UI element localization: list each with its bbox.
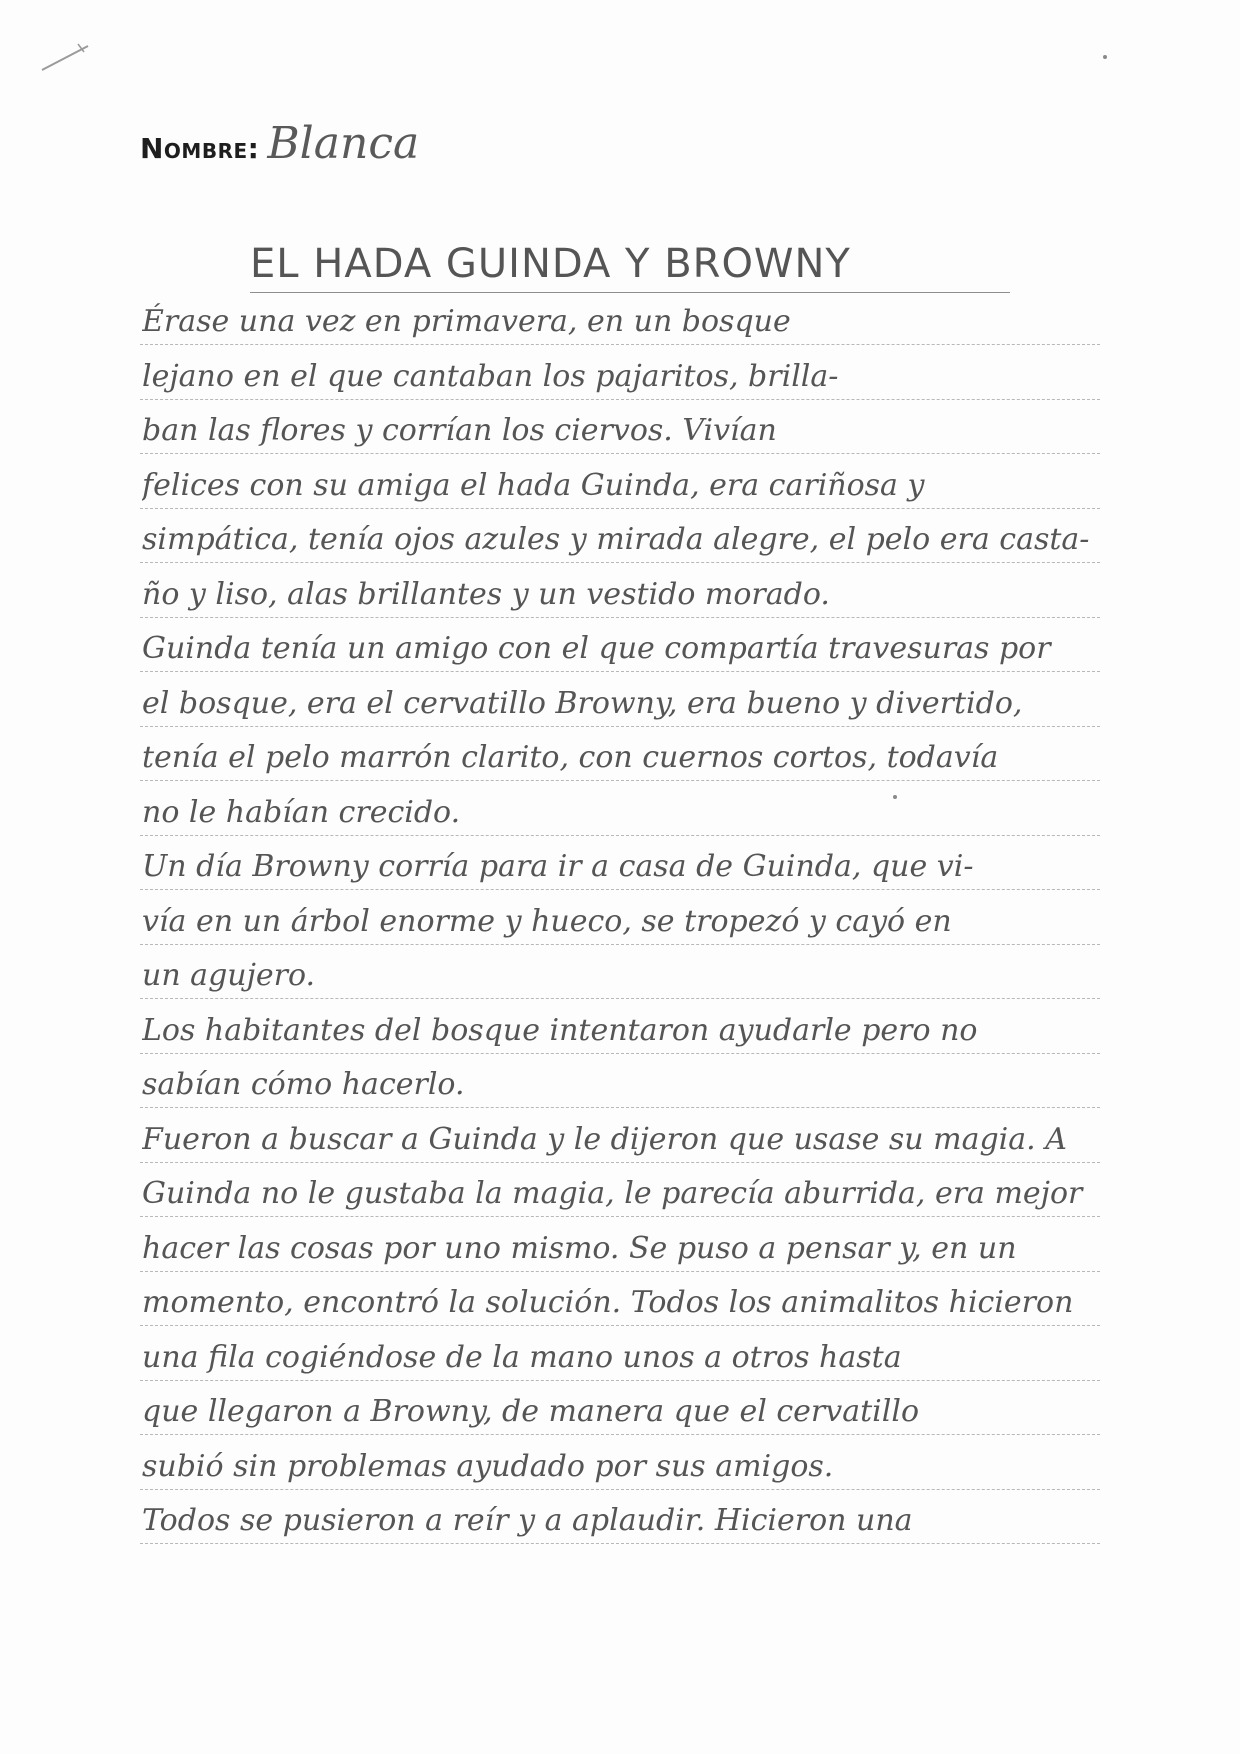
stray-dot [1103, 55, 1107, 59]
story-line: felices con su amiga el hada Guinda, era cariñosa y [142, 467, 925, 503]
story-line: un agujero. [142, 958, 316, 993]
story-line: Guinda tenía un amigo con el que compartía travesuras por [142, 631, 1051, 666]
pencil-smudge-mark [38, 40, 94, 74]
story-line: ban las flores y corrían los ciervos. Vivían [142, 413, 777, 448]
story-line: Los habitantes del bosque intentaron ayudarle pero no [142, 1012, 978, 1048]
story-line: Fueron a buscar a Guinda y le dijeron que usase su magia. A [142, 1121, 1067, 1157]
story-line: subió sin problemas ayudado por sus amigos. [142, 1448, 834, 1484]
story-line: tenía el pelo marrón clarito, con cuernos cortos, todavía [142, 740, 999, 775]
story-line: Guinda no le gustaba la magia, le parecía aburrida, era mejor [142, 1176, 1083, 1211]
story-line: ño y liso, alas brillantes y un vestido morado. [142, 576, 830, 612]
story-line: Un día Browny corría para ir a casa de Guinda, que vi- [142, 849, 974, 884]
story-line: sabían cómo hacerlo. [142, 1067, 465, 1102]
story-title: EL HADA GUINDA Y BROWNY [250, 236, 1010, 293]
story-line: que llegaron a Browny, de manera que el cervatillo [142, 1394, 920, 1429]
story-line: no le habían crecido. [142, 794, 461, 830]
story-line: momento, encontró la solución. Todos los animalitos hicieron [142, 1285, 1074, 1320]
name-line [140, 118, 419, 178]
story-line: hacer las cosas por uno mismo. Se puso a pensar y, en un [142, 1230, 1017, 1266]
story-line: lejano en el que cantaban los pajaritos, brilla- [142, 358, 839, 394]
story-line: simpática, tenía ojos azules y mirada alegre, el pelo era casta- [142, 522, 1090, 557]
story-line: vía en un árbol enorme y hueco, se tropezó y cayó en [142, 903, 952, 939]
story-line: Todos se pusieron a reír y a aplaudir. Hicieron una [142, 1503, 913, 1538]
story-line: Érase una vez en primavera, en un bosque [142, 304, 791, 339]
name-label: Nombre: [140, 132, 260, 165]
story-line: una fila cogiéndose de la mano unos a otros hasta [142, 1339, 902, 1375]
story-line: el bosque, era el cervatillo Browny, era bueno y divertido, [142, 685, 1023, 721]
name-value: Blanca [267, 118, 420, 169]
